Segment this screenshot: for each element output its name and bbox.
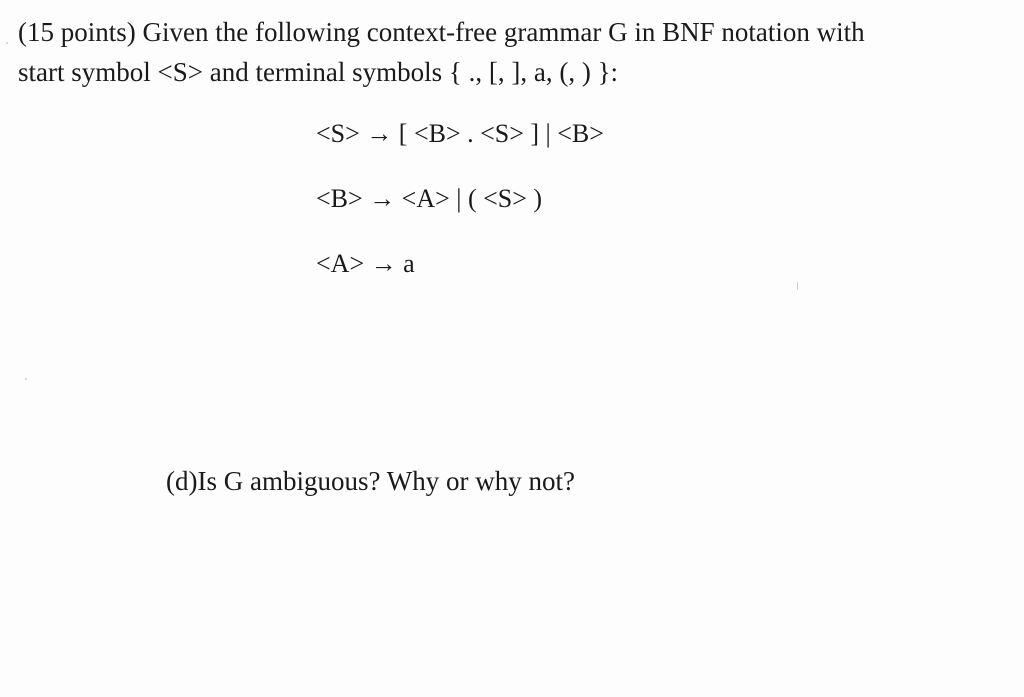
problem-statement-line-2: start symbol <S> and terminal symbols { ., [, ], a, (, ) }: bbox=[18, 57, 619, 87]
scan-speck bbox=[25, 378, 27, 380]
grammar-rule-a: <A> → a bbox=[316, 249, 415, 278]
question-d: (d)Is G ambiguous? Why or why not? bbox=[166, 466, 575, 496]
grammar-rule-b: <B> → <A> | ( <S> ) bbox=[316, 184, 543, 213]
grammar-rule-s: <S> → [ <B> . <S> ] | <B> bbox=[316, 119, 604, 148]
problem-statement-line-1: (15 points) Given the following context-free grammar G in BNF notation with bbox=[18, 17, 865, 47]
scan-speck bbox=[797, 282, 798, 290]
scan-speck bbox=[6, 42, 8, 44]
